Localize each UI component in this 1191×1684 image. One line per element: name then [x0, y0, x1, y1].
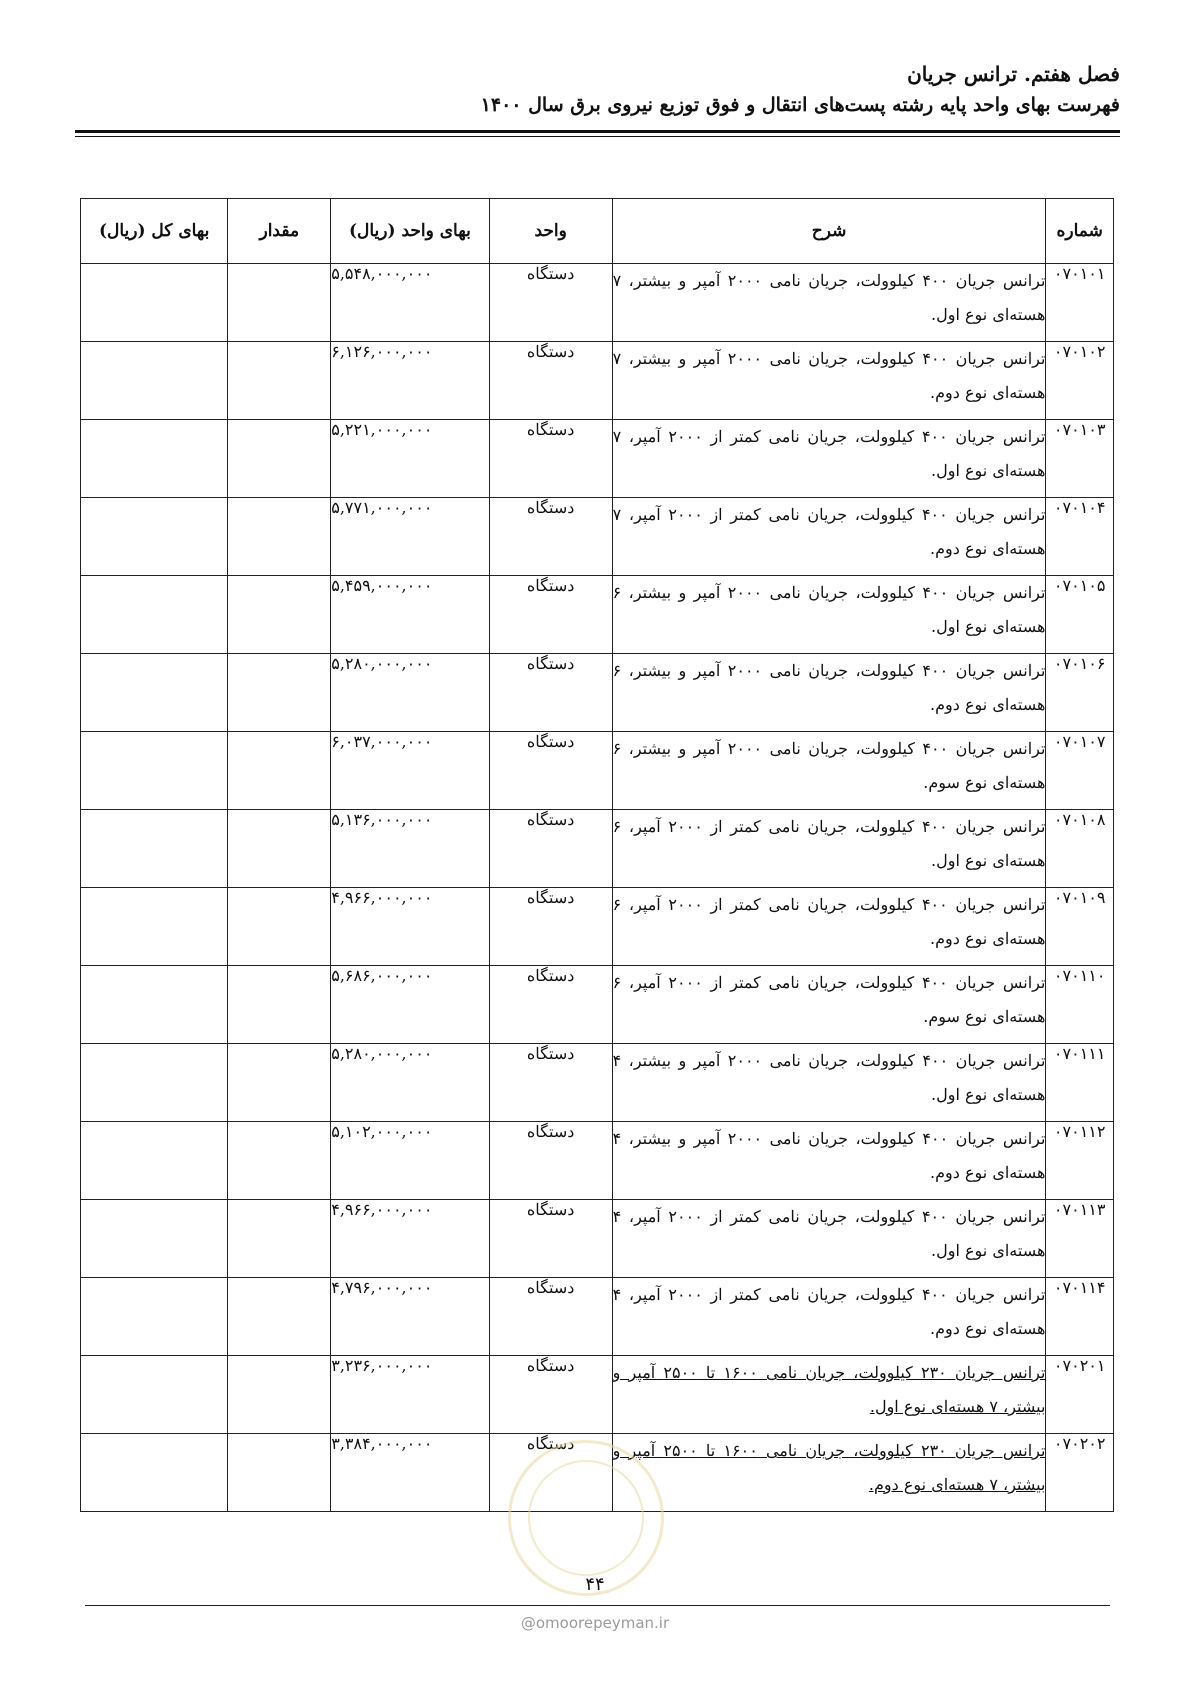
item-quantity	[228, 966, 331, 1044]
item-total-price	[81, 1434, 228, 1512]
item-unit-price: ۵,۲۸۰,۰۰۰,۰۰۰	[331, 1044, 489, 1122]
table-row	[81, 888, 1114, 966]
item-description: ترانس جریان ۴۰۰ کیلوولت، جریان نامی ۲۰۰۰ آمپر و بیشتر، ۴ هسته‌ای نوع دوم.	[612, 1122, 1046, 1200]
item-unit: دستگاه	[489, 1122, 612, 1200]
item-unit: دستگاه	[489, 1200, 612, 1278]
item-quantity	[228, 810, 331, 888]
item-description: ترانس جریان ۴۰۰ کیلوولت، جریان نامی ۲۰۰۰ آمپر و بیشتر، ۷ هسته‌ای نوع اول.	[612, 264, 1046, 342]
footer-rule	[85, 1605, 1110, 1606]
item-quantity	[228, 1122, 331, 1200]
item-number: ۰۷۰۱۱۲	[1046, 1122, 1114, 1200]
table-header-row	[81, 199, 1114, 264]
item-unit-price: ۳,۲۳۶,۰۰۰,۰۰۰	[331, 1356, 489, 1434]
item-number: ۰۷۰۱۰۲	[1046, 342, 1114, 420]
item-number: ۰۷۰۱۱۳	[1046, 1200, 1114, 1278]
item-unit-price: ۵,۴۵۹,۰۰۰,۰۰۰	[331, 576, 489, 654]
column-header-number: شماره	[1046, 199, 1114, 264]
item-unit-price: ۶,۰۳۷,۰۰۰,۰۰۰	[331, 732, 489, 810]
item-number: ۰۷۰۱۱۱	[1046, 1044, 1114, 1122]
item-number: ۰۷۰۱۰۱	[1046, 264, 1114, 342]
item-description: ترانس جریان ۴۰۰ کیلوولت، جریان نامی ۲۰۰۰ آمپر و بیشتر، ۶ هسته‌ای نوع دوم.	[612, 654, 1046, 732]
item-unit-price: ۴,۹۶۶,۰۰۰,۰۰۰	[331, 1200, 489, 1278]
item-number: ۰۷۰۱۰۴	[1046, 498, 1114, 576]
table-row	[81, 576, 1114, 654]
table-body	[81, 264, 1114, 1512]
table-row	[81, 342, 1114, 420]
item-unit: دستگاه	[489, 342, 612, 420]
item-unit: دستگاه	[489, 1356, 612, 1434]
item-description: ترانس جریان ۴۰۰ کیلوولت، جریان نامی کمتر از ۲۰۰۰ آمپر، ۶ هسته‌ای نوع سوم.	[612, 966, 1046, 1044]
header-rule-thin	[75, 136, 1120, 137]
item-unit: دستگاه	[489, 1434, 612, 1512]
item-unit: دستگاه	[489, 420, 612, 498]
item-number: ۰۷۰۱۰۸	[1046, 810, 1114, 888]
column-header-description: شرح	[612, 199, 1046, 264]
item-unit: دستگاه	[489, 810, 612, 888]
table-row	[81, 264, 1114, 342]
item-number: ۰۷۰۱۱۴	[1046, 1278, 1114, 1356]
item-description: ترانس جریان ۴۰۰ کیلوولت، جریان نامی ۲۰۰۰ آمپر و بیشتر، ۶ هسته‌ای نوع سوم.	[612, 732, 1046, 810]
item-unit-price: ۵,۷۷۱,۰۰۰,۰۰۰	[331, 498, 489, 576]
item-unit-price: ۳,۳۸۴,۰۰۰,۰۰۰	[331, 1434, 489, 1512]
item-description: ترانس جریان ۴۰۰ کیلوولت، جریان نامی ۲۰۰۰ آمپر و بیشتر، ۴ هسته‌ای نوع اول.	[612, 1044, 1046, 1122]
item-description: ترانس جریان ۴۰۰ کیلوولت، جریان نامی ۲۰۰۰ آمپر و بیشتر، ۷ هسته‌ای نوع دوم.	[612, 342, 1046, 420]
item-unit: دستگاه	[489, 732, 612, 810]
item-unit: دستگاه	[489, 966, 612, 1044]
item-unit: دستگاه	[489, 1044, 612, 1122]
item-quantity	[228, 264, 331, 342]
seal-watermark	[508, 1440, 664, 1596]
item-number: ۰۷۰۱۰۹	[1046, 888, 1114, 966]
item-number: ۰۷۰۲۰۲	[1046, 1434, 1114, 1512]
table-row	[81, 810, 1114, 888]
item-quantity	[228, 576, 331, 654]
document-subtitle: فهرست بهای واحد پایه رشته پست‌های انتقال و فوق توزیع نیروی برق سال ۱۴۰۰	[480, 94, 1120, 116]
item-total-price	[81, 576, 228, 654]
item-description: ترانس جریان ۴۰۰ کیلوولت، جریان نامی کمتر از ۲۰۰۰ آمپر، ۴ هسته‌ای نوع اول.	[612, 1200, 1046, 1278]
item-unit: دستگاه	[489, 888, 612, 966]
item-total-price	[81, 1044, 228, 1122]
website-watermark: @omoorepeyman.ir	[520, 1614, 670, 1632]
item-quantity	[228, 420, 331, 498]
item-number: ۰۷۰۱۰۶	[1046, 654, 1114, 732]
item-total-price	[81, 498, 228, 576]
page-number: ۴۴	[585, 1574, 605, 1595]
item-number: ۰۷۰۱۱۰	[1046, 966, 1114, 1044]
table-row	[81, 1356, 1114, 1434]
item-unit-price: ۴,۹۶۶,۰۰۰,۰۰۰	[331, 888, 489, 966]
item-description: ترانس جریان ۴۰۰ کیلوولت، جریان نامی کمتر از ۲۰۰۰ آمپر، ۷ هسته‌ای نوع دوم.	[612, 498, 1046, 576]
item-total-price	[81, 1278, 228, 1356]
item-number: ۰۷۰۱۰۷	[1046, 732, 1114, 810]
table-row	[81, 1200, 1114, 1278]
item-description-text: ترانس جریان ۲۳۰ کیلوولت، جریان نامی ۱۶۰۰ تا ۲۵۰۰ آمپر و بیشتر، ۷ هسته‌ای نوع اول.	[612, 1363, 1046, 1416]
item-unit-price: ۵,۱۰۲,۰۰۰,۰۰۰	[331, 1122, 489, 1200]
item-unit-price: ۵,۶۸۶,۰۰۰,۰۰۰	[331, 966, 489, 1044]
column-header-quantity: مقدار	[228, 199, 331, 264]
item-description: ترانس جریان ۴۰۰ کیلوولت، جریان نامی کمتر از ۲۰۰۰ آمپر، ۶ هسته‌ای نوع اول.	[612, 810, 1046, 888]
item-quantity	[228, 342, 331, 420]
item-quantity	[228, 888, 331, 966]
item-quantity	[228, 732, 331, 810]
column-header-total-price: بهای کل (ریال)	[81, 199, 228, 264]
chapter-title: فصل هفتم. ترانس جریان	[907, 62, 1120, 86]
item-unit-price: ۵,۱۳۶,۰۰۰,۰۰۰	[331, 810, 489, 888]
item-unit: دستگاه	[489, 576, 612, 654]
item-total-price	[81, 420, 228, 498]
table-row	[81, 420, 1114, 498]
item-unit-price: ۵,۲۸۰,۰۰۰,۰۰۰	[331, 654, 489, 732]
table-row	[81, 498, 1114, 576]
column-header-unit-price: بهای واحد (ریال)	[331, 199, 489, 264]
item-total-price	[81, 888, 228, 966]
item-unit-price: ۵,۵۴۸,۰۰۰,۰۰۰	[331, 264, 489, 342]
item-description: ترانس جریان ۴۰۰ کیلوولت، جریان نامی کمتر از ۲۰۰۰ آمپر، ۷ هسته‌ای نوع اول.	[612, 420, 1046, 498]
item-quantity	[228, 1200, 331, 1278]
table-row	[81, 732, 1114, 810]
column-header-unit: واحد	[489, 199, 612, 264]
table-row	[81, 1044, 1114, 1122]
table-row	[81, 1122, 1114, 1200]
header-rule-thick	[75, 130, 1120, 133]
price-table	[80, 198, 1114, 1512]
item-total-price	[81, 264, 228, 342]
item-description	[612, 1434, 1046, 1512]
page-header	[75, 58, 1120, 120]
item-quantity	[228, 1434, 331, 1512]
item-total-price	[81, 1122, 228, 1200]
seal-inner-ring	[528, 1460, 644, 1576]
item-unit: دستگاه	[489, 498, 612, 576]
table-row	[81, 1278, 1114, 1356]
item-total-price	[81, 966, 228, 1044]
item-description: ترانس جریان ۴۰۰ کیلوولت، جریان نامی کمتر از ۲۰۰۰ آمپر، ۴ هسته‌ای نوع دوم.	[612, 1278, 1046, 1356]
item-total-price	[81, 1356, 228, 1434]
item-description: ترانس جریان ۴۰۰ کیلوولت، جریان نامی کمتر از ۲۰۰۰ آمپر، ۶ هسته‌ای نوع دوم.	[612, 888, 1046, 966]
item-total-price	[81, 654, 228, 732]
item-number: ۰۷۰۱۰۵	[1046, 576, 1114, 654]
item-total-price	[81, 1200, 228, 1278]
item-description-text: ترانس جریان ۲۳۰ کیلوولت، جریان نامی ۱۶۰۰ تا ۲۵۰۰ آمپر و بیشتر، ۷ هسته‌ای نوع دوم.	[612, 1441, 1046, 1494]
table-row	[81, 654, 1114, 732]
item-quantity	[228, 1356, 331, 1434]
item-total-price	[81, 732, 228, 810]
item-description: ترانس جریان ۴۰۰ کیلوولت، جریان نامی ۲۰۰۰ آمپر و بیشتر، ۶ هسته‌ای نوع اول.	[612, 576, 1046, 654]
item-number: ۰۷۰۲۰۱	[1046, 1356, 1114, 1434]
item-quantity	[228, 498, 331, 576]
item-unit: دستگاه	[489, 654, 612, 732]
item-unit-price: ۶,۱۲۶,۰۰۰,۰۰۰	[331, 342, 489, 420]
table-row	[81, 966, 1114, 1044]
item-quantity	[228, 1044, 331, 1122]
item-unit-price: ۴,۷۹۶,۰۰۰,۰۰۰	[331, 1278, 489, 1356]
item-total-price	[81, 810, 228, 888]
item-quantity	[228, 654, 331, 732]
item-unit-price: ۵,۲۲۱,۰۰۰,۰۰۰	[331, 420, 489, 498]
item-unit: دستگاه	[489, 1278, 612, 1356]
item-description	[612, 1356, 1046, 1434]
item-quantity	[228, 1278, 331, 1356]
item-total-price	[81, 342, 228, 420]
item-unit: دستگاه	[489, 264, 612, 342]
item-number: ۰۷۰۱۰۳	[1046, 420, 1114, 498]
